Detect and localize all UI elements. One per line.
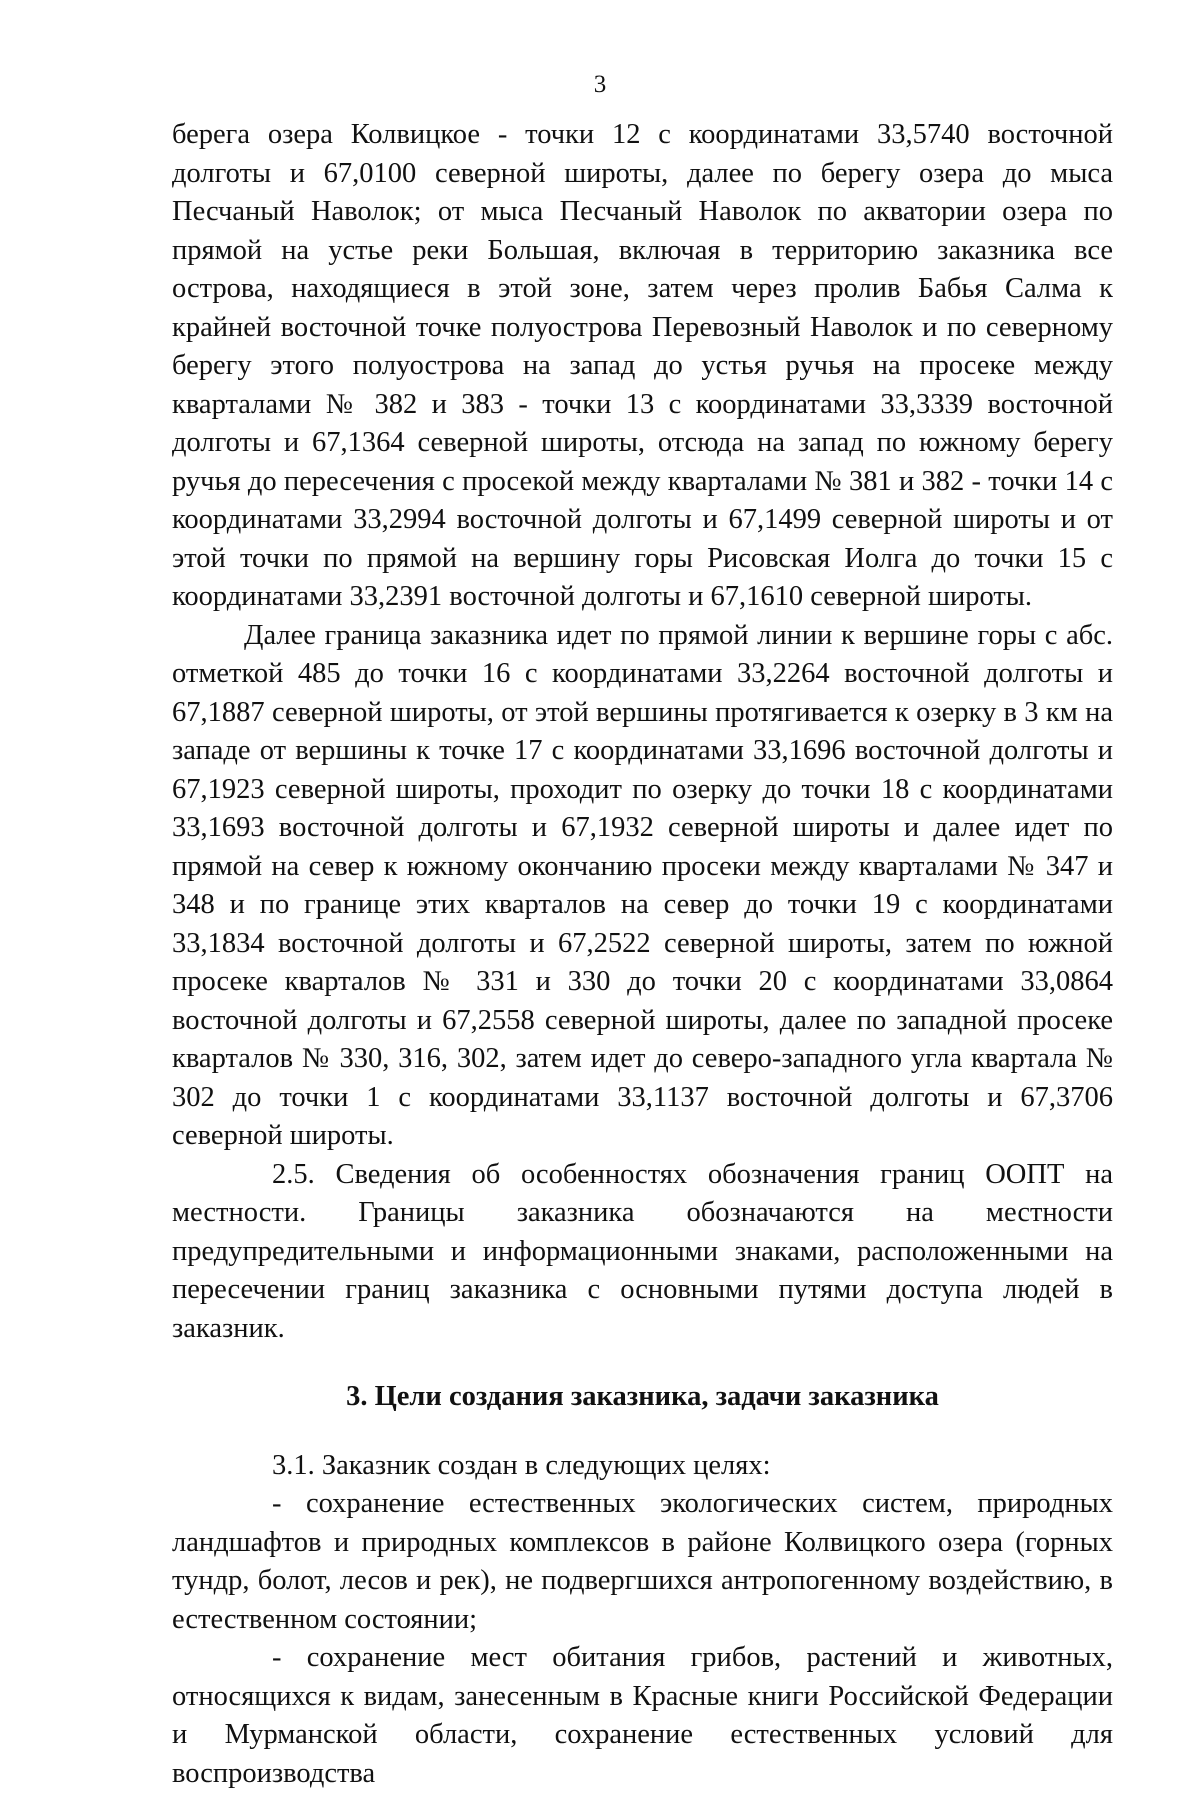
section-heading: 3. Цели создания заказника, задачи заказника — [346, 1381, 939, 1412]
section-intro: 3.1. Заказник создан в следующих целях: — [272, 1449, 771, 1481]
paragraph-boundary-markings: 2.5. Сведения об особенностях обозначения границ ООПТ на местности. Границы заказника обозначаются на местности предупредительными и информационными знаками, расположенными на пересечении границ заказника с основными путями доступа людей в заказник. — [172, 1158, 1113, 1344]
paragraph-boundary-description: Далее граница заказника идет по прямой линии к вершине горы с абс. отметкой 485 до точки 16 с координатами 33,2264 восточной долготы и 67,1887 северной широты, от этой вершины протягивается к озерку в 3 км на западе от вершины к точке 17 с координатами 33,1696 восточной долготы и 67,1923 северной широты, проходит по озерку до точки 18 с координатами 33,1693 восточной долготы и 67,1932 северной широты и далее идет по прямой на север к южному окончанию просеки между кварталами № 347 и 348 и по границе этих кварталов на север до точки 19 с координатами 33,1834 восточной долготы и 67,2522 северной широты, затем по южной просеке кварталов № 331 и 330 до точки 20 с координатами 33,0864 восточной долготы и 67,2558 северной широты, далее по западной просеке кварталов № 330, 316, 302, затем идет до северо-западного угла квартала № 302 до точки 1 с координатами 33,1137 восточной долготы и 67,3706 северной широты. — [172, 619, 1113, 1151]
document-body — [172, 116, 1113, 1793]
list-item: - сохранение естественных экологических систем, природных ландшафтов и природных комплексов в районе Колвицкого озера (горных тундр, болот, лесов и рек), не подвергшихся антропогенному воздействию, в естественном состоянии; — [172, 1488, 1113, 1635]
list-item: - сохранение мест обитания грибов, растений и животных, относящихся к видам, занесенным в Красные книги Российской Федерации и Мурманской области, сохранение естественных условий для воспроизводства — [172, 1642, 1113, 1789]
paragraph-boundary-continuation: берега озера Колвицкое - точки 12 с координатами 33,5740 восточной долготы и 67,0100 северной широты, далее по берегу озера до мыса Песчаный Наволок; от мыса Песчаный Наволок по акватории озера по прямой на устье реки Большая, включая в территорию заказника все острова, находящиеся в этой зоне, затем через пролив Бабья Салма к крайней восточной точке полуострова Перевозный Наволок и по северному берегу этого полуострова на запад до устья ручья на просеке между кварталами № 382 и 383 - точки 13 с координатами 33,3339 восточной долготы и 67,1364 северной широты, отсюда на запад по южному берегу ручья до пересечения с просекой между кварталами № 381 и 382 - точки 14 с координатами 33,2994 восточной долготы и 67,1499 северной широты и от этой точки по прямой на вершину горы Рисовская Иолга до точки 15 с координатами 33,2391 восточной долготы и 67,1610 северной широты. — [172, 119, 1113, 612]
page-number: 3 — [593, 71, 607, 98]
